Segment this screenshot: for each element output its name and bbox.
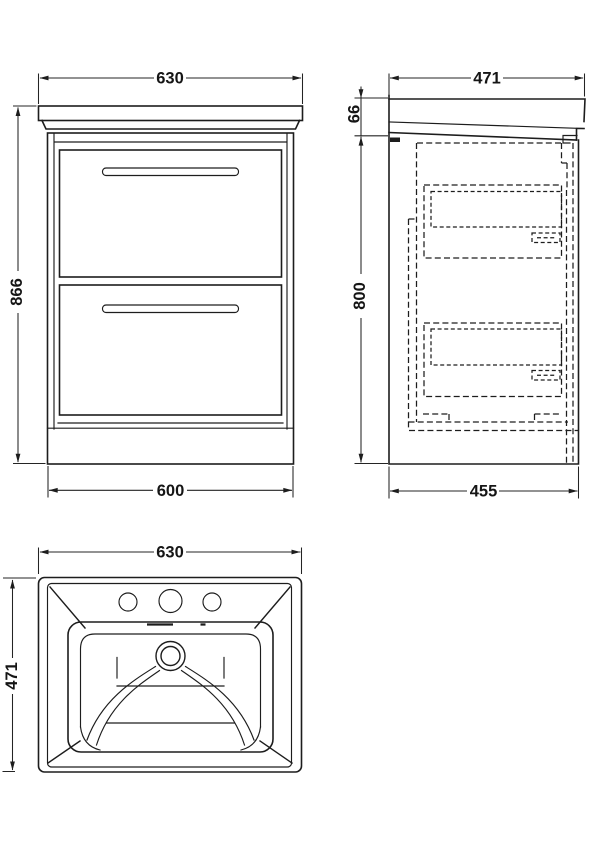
drawer-1-handle xyxy=(103,168,239,176)
front-view xyxy=(8,70,303,500)
dim-front-height xyxy=(8,106,46,464)
arrow-down-icon xyxy=(359,454,364,463)
side-fixing-bracket xyxy=(390,138,400,143)
dim-side-worktop-height xyxy=(346,87,389,136)
side-internal-structure xyxy=(409,143,579,463)
drawer-1-front xyxy=(60,150,282,277)
arrow-right-icon xyxy=(569,489,578,494)
side-worktop xyxy=(389,99,585,140)
dim-side-cabinet-height xyxy=(351,137,388,464)
arrow-down-icon xyxy=(16,454,21,463)
tap-holes xyxy=(119,590,221,613)
arrow-down-icon xyxy=(10,762,15,771)
basin-waste xyxy=(156,642,185,671)
arrow-right-icon xyxy=(293,76,302,81)
front-plinth xyxy=(48,423,294,428)
cabinet-outline xyxy=(389,96,579,465)
front-drawer-2 xyxy=(60,285,282,415)
arrow-up-icon xyxy=(359,137,364,146)
arrow-up-icon xyxy=(16,107,21,116)
back-panel-edge xyxy=(409,219,417,431)
basin-corner-diagonals xyxy=(48,587,292,763)
dim-side-top-depth xyxy=(389,70,585,97)
base-and-feet xyxy=(409,414,579,431)
dim-label-front-height: 866 xyxy=(8,278,26,306)
waste-inner xyxy=(161,647,180,666)
dim-label-front-bottom-width: 600 xyxy=(156,481,185,500)
bowl-slope-contours xyxy=(87,667,254,746)
dim-plan-width xyxy=(39,544,302,575)
worktop-underside xyxy=(389,122,584,129)
arrow-left-icon xyxy=(49,488,58,493)
dim-label-plan-width: 630 xyxy=(156,543,184,562)
arrow-down-icon xyxy=(359,89,364,98)
side-view xyxy=(346,70,586,501)
bowl-floor-lines xyxy=(107,658,235,724)
plinth-lines xyxy=(48,423,294,428)
tap-hole-left xyxy=(119,593,137,611)
front-drawer-1 xyxy=(60,150,282,277)
arrow-left-icon xyxy=(40,550,49,555)
arrow-up-icon xyxy=(10,580,15,589)
dim-label-plan-depth: 471 xyxy=(3,662,21,690)
tap-hole-center xyxy=(159,590,182,613)
cabinet-frame xyxy=(54,134,287,429)
worktop-front-step xyxy=(577,129,585,141)
arrow-left-icon xyxy=(40,76,49,81)
bowl-inner-wall xyxy=(81,634,261,727)
dim-front-bottom-width xyxy=(48,466,293,500)
dim-label-front-top-width: 630 xyxy=(156,69,184,88)
tap-hole-right xyxy=(203,593,221,611)
worktop-slab xyxy=(39,106,303,121)
bowl-bottom-corners xyxy=(81,727,261,750)
side-cabinet xyxy=(389,96,579,465)
arrow-right-icon xyxy=(292,550,301,555)
drawer-2-handle xyxy=(103,305,239,313)
front-worktop xyxy=(39,106,303,129)
arrow-left-icon xyxy=(390,76,399,81)
dim-front-top-width xyxy=(39,70,303,105)
arrow-left-icon xyxy=(390,489,399,494)
worktop-top-edge xyxy=(389,99,585,122)
dim-plan-depth xyxy=(3,578,37,772)
worktop-lip xyxy=(42,121,300,130)
side-drawer-1-outline xyxy=(424,185,562,258)
dim-label-side-bottom-depth: 455 xyxy=(469,482,498,501)
side-drawer-1-box xyxy=(431,192,562,228)
dim-label-cabinet-height: 800 xyxy=(351,282,369,310)
side-drawer-2-box xyxy=(431,329,562,365)
dim-label-worktop-height: 66 xyxy=(345,104,364,124)
arrow-right-icon xyxy=(575,76,584,81)
dim-label-side-top-depth: 471 xyxy=(473,69,501,88)
front-inner-edges xyxy=(562,143,574,463)
arrow-right-icon xyxy=(283,488,292,493)
side-drawer-2-outline xyxy=(424,323,562,397)
dim-side-bottom-depth xyxy=(389,467,579,501)
corner-diagonal-lines xyxy=(48,587,292,763)
plan-view xyxy=(3,544,302,773)
worktop-lip-edge xyxy=(389,133,577,141)
